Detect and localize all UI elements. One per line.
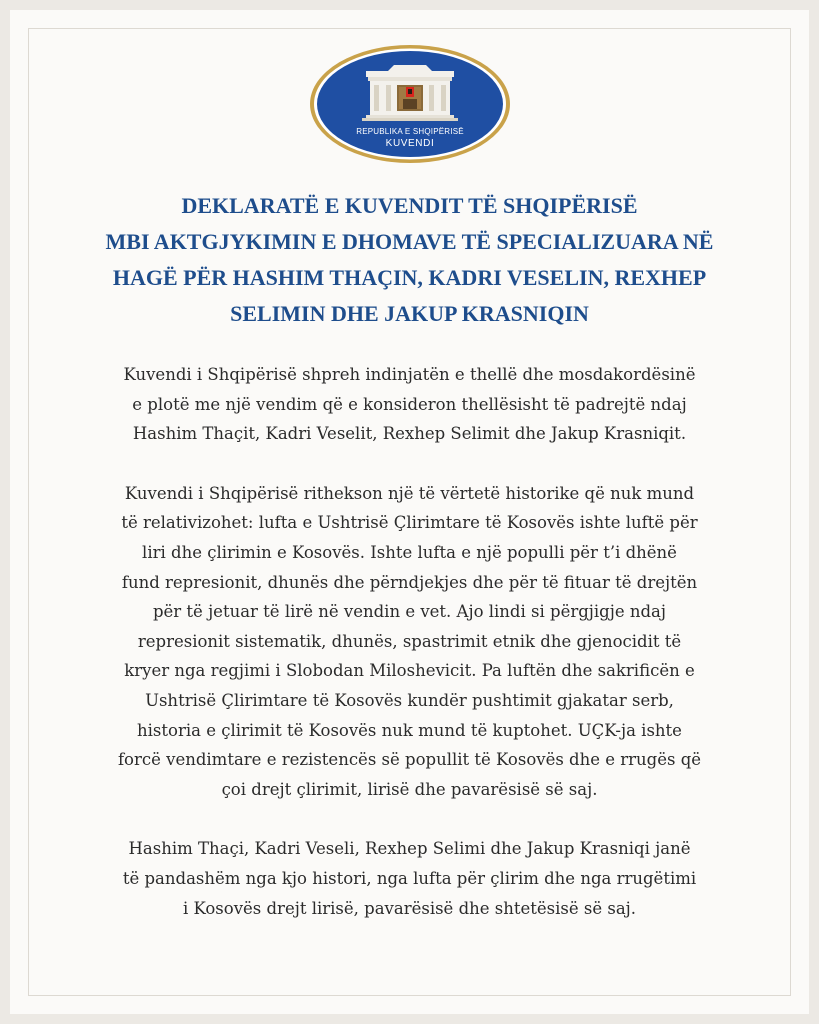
kuvendi-seal-logo [308,43,512,165]
title-line: SELIMIN DHE JAKUP KRASNIQIN [230,301,589,326]
text-line: Kuvendi i Shqipërisë rithekson një të vërtetë historike që nuk mund [124,483,695,503]
title-line: HAGË PËR HASHIM THAÇIN, KADRI VESELIN, REXHEP [112,265,707,290]
title-line: DEKLARATË E KUVENDIT TË SHQIPËRISË [181,193,638,218]
declaration-body [60,360,759,953]
text-line: kryer nga regjimi i Slobodan Miloshevicit. Pa luftën dhe sakrificën e [124,661,695,681]
seal-kuvendi-text: KUVENDI [385,138,435,149]
text-line: të pandashëm nga kjo histori, nga lufta për çlirim dhe nga rrugëtimi [122,868,697,888]
document-page [10,10,809,1014]
text-line: i Kosovës drejt lirisë, pavarësisë dhe shtetësisë së saj. [182,898,637,918]
text-line: e plotë me një vendim që e konsideron thellësisht të padrejtë ndaj [132,394,687,414]
seal-republic-text: REPUBLIKA E SHQIPËRISË [356,127,464,136]
paragraph-1 [60,360,759,449]
text-line: Kuvendi i Shqipërisë shpreh indinjatën e thellë dhe mosdakordësinë [123,365,696,384]
text-line: për të jetuar të lirë në vendin e vet. Ajo lindi si përgjigje ndaj [152,602,667,622]
title-line: MBI AKTGJYKIMIN E DHOMAVE TË SPECIALIZUARA NË [105,229,714,254]
text-line: represionit sistematik, dhunës, spastrimit etnik dhe gjenocidit të [137,631,682,651]
paragraph-2 [60,479,759,805]
text-line: fund represionit, dhunës dhe përndjekjes dhe për të fituar të drejtën [121,572,698,592]
text-line: Hashim Thaçit, Kadri Veselit, Rexhep Selimit dhe Jakup Krasniqit. [132,424,687,444]
text-line: Hashim Thaçi, Kadri Veseli, Rexhep Selimi dhe Jakup Krasniqi janë [128,839,691,859]
paragraph-3 [60,834,759,923]
text-line: forcë vendimtare e rezistencës së popullit të Kosovës dhe e rrugës që [117,750,702,770]
text-line: Ushtrisë Çlirimtare të Kosovës kundër pushtimit gjakatar serb, [145,690,674,710]
text-line: çoi drejt çlirimit, lirisë dhe pavarësisë së saj. [221,779,598,799]
text-line: historia e çlirimit të Kosovës nuk mund të kuptohet. UÇK-ja ishte [137,720,682,740]
declaration-title [70,188,749,332]
text-line: liri dhe çlirimin e Kosovës. Ishte lufta e një populli për t’i dhënë [142,542,677,562]
text-line: të relativizohet: lufta e Ushtrisë Çlirimtare të Kosovës ishte luftë për [121,513,698,533]
